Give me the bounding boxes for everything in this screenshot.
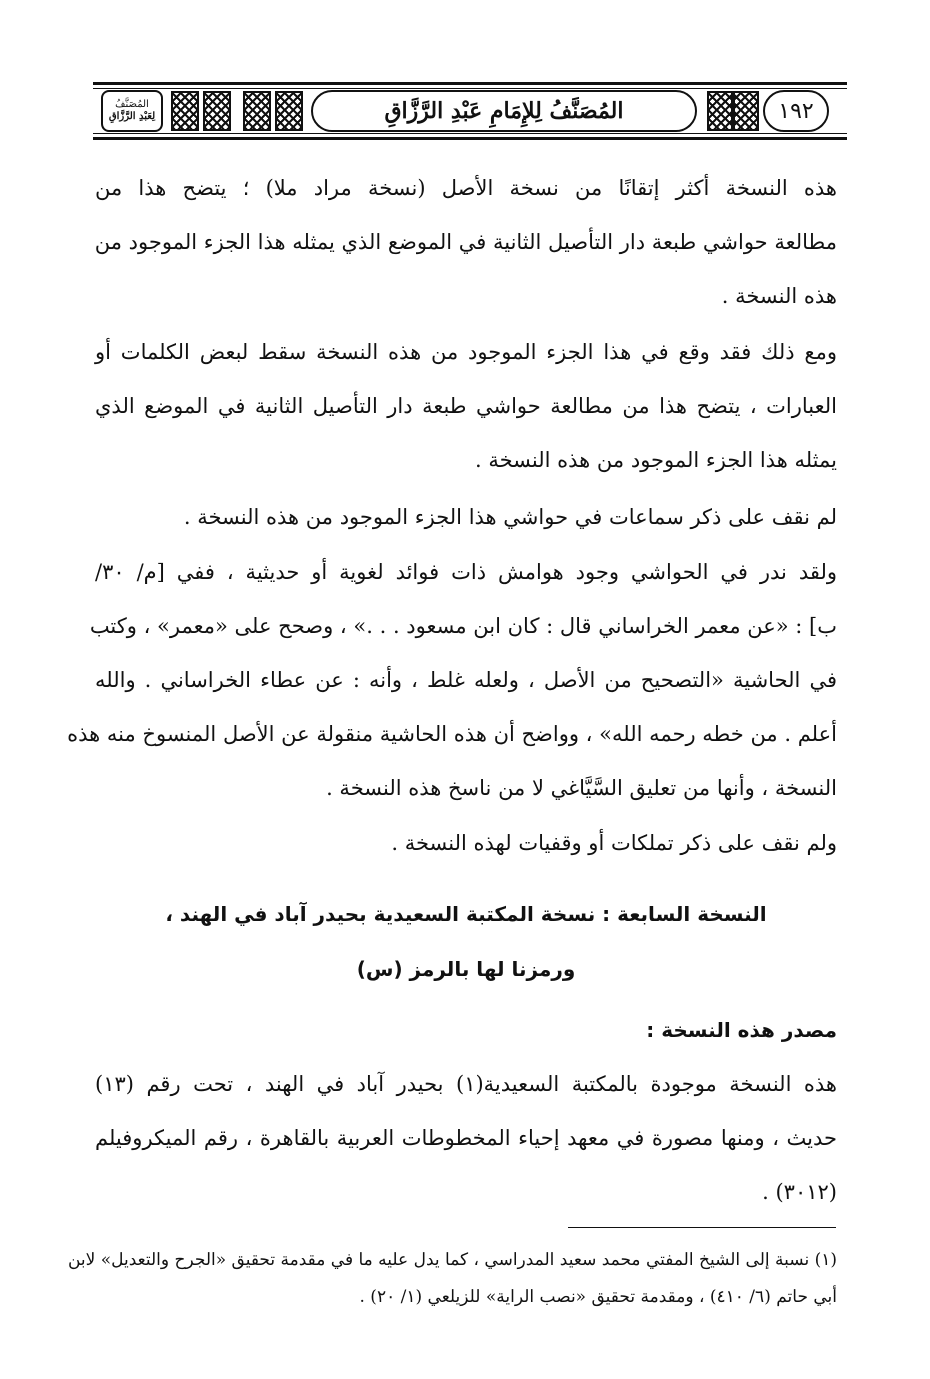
text-line: ومع ذلك فقد وقع في هذا الجزء الموجود من هذه النسخة سقط لبعض الكلمات أو	[95, 340, 837, 364]
text-line: هذه النسخة موجودة بالمكتبة السعيدية(١) بحيدر آباد في الهند ، تحت رقم (١٣)	[95, 1072, 837, 1096]
book-title: المُصَنَّفُ لِلإِمَامِ عَبْدِ الرَّزَّاقِ	[384, 98, 624, 124]
text-line: هذه النسخة .	[721, 284, 837, 308]
badge-line-1: المُصَنَّفُ	[115, 99, 149, 110]
text-line: حديث ، ومنها مصورة في معهد إحياء المخطوطات العربية بالقاهرة ، رقم الميكروفيلم	[95, 1126, 837, 1150]
text-line: ب] : «عن معمر الخراساني قال : كان ابن مسعود . . .» ، وصحح على «معمر» ، وكتب	[89, 614, 837, 638]
text-line: النسخة ، وأنها من تعليق السَّيَّاغي لا من ناسخ هذه النسخة .	[326, 776, 837, 800]
running-title	[311, 90, 697, 132]
ornament-icon	[203, 91, 231, 131]
text-line: هذه النسخة أكثر إتقانًا من نسخة الأصل (نسخة مراد ملا) ؛ يتضح هذا من	[95, 176, 837, 200]
text-line: ولقد ندر في الحواشي وجود هوامش ذات فوائد لغوية أو حديثية ، ففي [م/ ٣٠/	[95, 560, 837, 584]
page-header	[93, 82, 847, 140]
section-heading: ورمزنا لها بالرمز (س)	[356, 957, 576, 981]
text-line: يمثله هذا الجزء الموجود من هذه النسخة .	[475, 448, 837, 472]
text-line: العبارات ، يتضح هذا من مطالعة حواشي طبعة دار التأصيل الثانية في الموضع الذي	[95, 394, 837, 418]
text-line: (٣٠١٢) .	[762, 1180, 837, 1204]
page-number: ١٩٢	[778, 98, 814, 124]
subheading: مصدر هذه النسخة :	[646, 1018, 837, 1042]
text-line: أعلم . من خطه رحمه الله» ، وواضح أن هذه الحاشية منقولة عن الأصل المنسوخ منه هذه	[67, 722, 837, 746]
text-line: ولم نقف على ذكر تملكات أو وقفيات لهذه النسخة .	[391, 831, 837, 855]
ornament-icon	[275, 91, 303, 131]
text-line: في الحاشية «التصحيح من الأصل ، ولعله غلط ، وأنه : عن عطاء الخراساني . والله	[95, 668, 837, 692]
text-line: مطالعة حواشي طبعة دار التأصيل الثانية في الموضع الذي يمثله هذا الجزء الموجود من	[94, 230, 837, 254]
ornament-icon	[731, 91, 759, 131]
header-rule	[93, 133, 847, 134]
footnote-divider	[568, 1227, 836, 1228]
footnote-line: أبي حاتم (٦/ ٤١٠) ، ومقدمة تحقيق «نصب الراية» للزيلعي (١/ ٢٠) .	[359, 1287, 837, 1307]
book-badge	[101, 90, 163, 132]
badge-line-2: لِعَبْدِ الرَّزَّاقِ	[108, 111, 156, 122]
ornament-icon	[243, 91, 271, 131]
footnote-line: (١) نسبة إلى الشيخ المفتي محمد سعيد المدراسي ، كما يدل عليه ما في مقدمة تحقيق «الجرح والتعديل» لابن	[67, 1250, 837, 1270]
page-number-box	[763, 90, 829, 132]
ornament-icon	[171, 91, 199, 131]
text-line: لم نقف على ذكر سماعات في حواشي هذا الجزء الموجود من هذه النسخة .	[183, 505, 837, 529]
header-rule	[93, 88, 847, 89]
section-heading: النسخة السابعة : نسخة المكتبة السعيدية بحيدر آباد في الهند ،	[165, 902, 767, 926]
